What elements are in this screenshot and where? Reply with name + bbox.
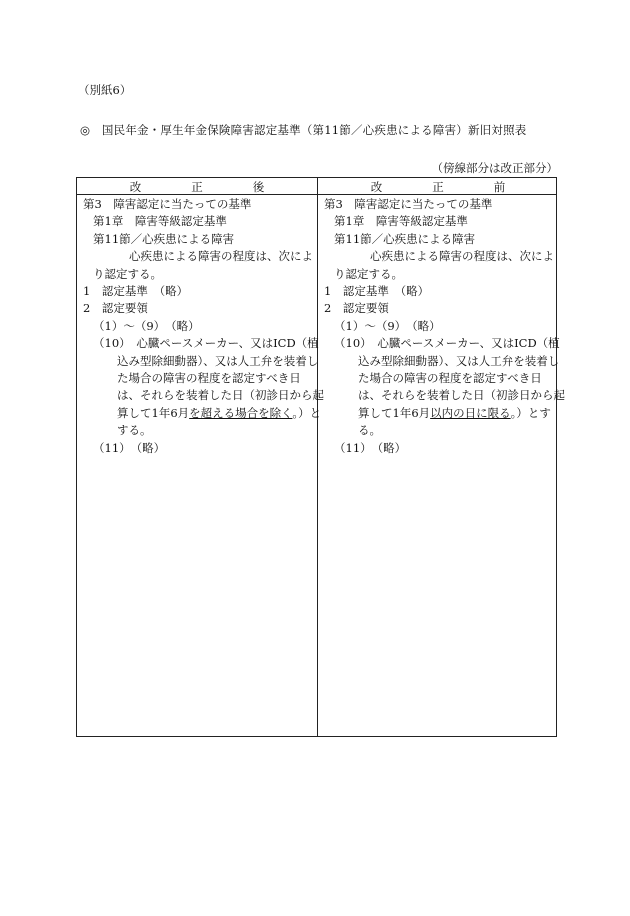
header-after [77,179,317,193]
clause-heading: 第11節／心疾患による障害 [334,231,476,246]
subitem-10-text: る。 [358,423,381,438]
text-segment: 。）と [292,405,322,420]
subitem-1-9: （1）～（9） （略） [93,318,200,333]
subitem-10-text: た場合の障害の程度を認定すべき日 [117,371,301,386]
subitem-10-text [83,405,322,422]
section-heading: 第3 障害認定に当たっての基準 [324,197,493,211]
comparison-table [76,177,565,737]
subitem-10-text: た場合の障害の程度を認定すべき日 [358,371,542,386]
item-criteria: 1 認定基準 （略） [83,284,189,299]
subitem-10-text: は、それらを装着した日（初診日から起 [117,388,324,403]
text-segment: 算して1年6月 [117,405,190,420]
header-after-char: 改 [129,180,142,194]
subitem-10: （10） 心臓ペースメーカー、又はICD（植 [334,336,560,351]
intro-text: 心疾患による障害の程度は、次によ [370,249,554,264]
amended-text: 以内の日に限る [430,405,511,420]
column-divider [317,178,318,736]
subitem-10: （10） 心臓ペースメーカー、又はICD（植 [93,336,319,351]
column-after [83,196,324,457]
intro-text: 心疾患による障害の程度は、次によ [129,249,313,264]
subitem-10-text: 込み型除細動器）、又は人工弁を装着し [117,353,319,368]
subitem-10-text: する。 [117,423,152,438]
subitem-11: （11） （略） [93,440,166,455]
subitem-10-text [324,405,556,422]
attachment-label: （別紙6） [78,83,132,97]
subitem-10-text: は、それらを装着した日（初診日から起 [358,388,565,403]
item-criteria: 1 認定基準 （略） [324,284,430,299]
chapter-heading: 第1章 障害等級認定基準 [334,214,468,229]
chapter-heading: 第1章 障害等級認定基準 [93,214,227,229]
header-before [318,179,558,193]
header-divider [77,194,556,195]
item-guidelines: 2 認定要領 [83,301,148,316]
text-segment: 。）とす [510,405,551,420]
text-segment: 算して1年6月 [358,405,431,420]
amended-text: を超える場合を除く [189,405,293,420]
subitem-10-text: 込み型除細動器）、又は人工弁を装着し [358,353,560,368]
underline-note: （傍線部分は改正部分） [431,161,558,175]
header-before-char: 正 [432,180,444,194]
column-before [324,196,565,457]
subitem-11: （11） （略） [334,440,407,455]
page-title: ◎ 国民年金・厚生年金保険障害認定基準（第11節／心疾患による障害）新旧対照表 [80,123,527,137]
item-guidelines: 2 認定要領 [324,301,389,316]
section-heading: 第3 障害認定に当たっての基準 [83,197,252,211]
header-after-char: 後 [252,180,265,194]
subitem-1-9: （1）～（9） （略） [334,318,441,333]
header-before-char: 改 [370,180,383,194]
intro-text-cont: り認定する。 [334,266,403,281]
header-before-char: 前 [493,180,506,194]
intro-text-cont: り認定する。 [93,266,162,281]
header-after-char: 正 [191,180,203,194]
clause-heading: 第11節／心疾患による障害 [93,231,235,246]
